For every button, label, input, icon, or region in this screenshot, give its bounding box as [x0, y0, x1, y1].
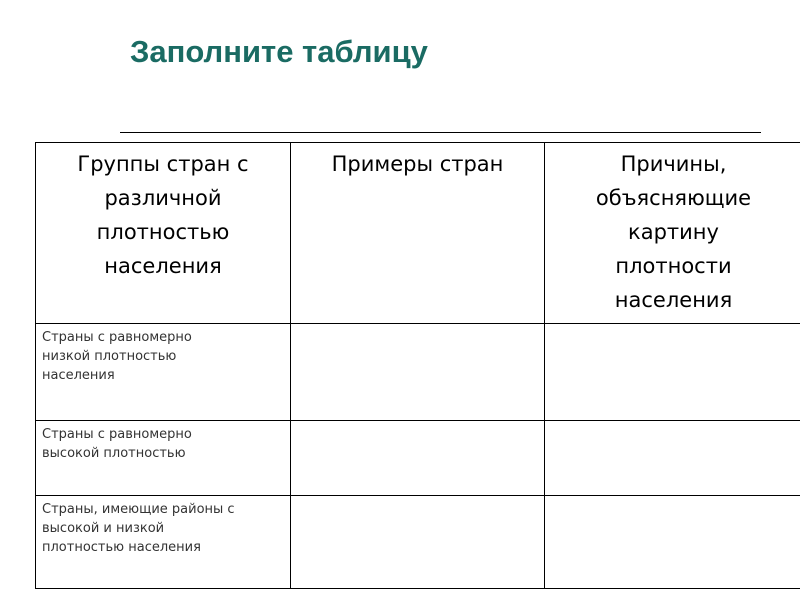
group-text: [36, 496, 290, 557]
header-line: плотности: [615, 254, 732, 278]
group-line: Страны с равномерно: [42, 427, 192, 442]
examples-cell[interactable]: [291, 324, 545, 421]
header-line: плотностью: [96, 220, 230, 244]
table-row: [36, 421, 800, 496]
examples-cell[interactable]: [291, 496, 545, 589]
fill-in-table: [35, 142, 800, 589]
group-line: высокой и низкой: [42, 521, 165, 536]
group-cell: [36, 421, 291, 496]
header-line: Причины,: [620, 152, 727, 176]
examples-cell[interactable]: [291, 421, 545, 496]
table-header-row: [36, 143, 800, 324]
group-line: населения: [42, 368, 115, 383]
header-line: объясняющие: [595, 186, 752, 210]
header-line: населения: [614, 288, 733, 312]
reasons-cell[interactable]: [545, 496, 800, 589]
reasons-cell[interactable]: [545, 324, 800, 421]
header-cell-groups: [36, 143, 291, 324]
table-row: [36, 496, 800, 589]
group-text: [36, 324, 290, 385]
header-line: Примеры стран: [331, 152, 504, 176]
group-cell: [36, 496, 291, 589]
group-line: Страны, имеющие районы с: [42, 502, 235, 517]
title-underline: [120, 132, 761, 133]
group-cell: [36, 324, 291, 421]
group-line: низкой плотностью: [42, 349, 177, 364]
page-title: Заполните таблицу: [130, 34, 428, 69]
header-line: картину: [628, 220, 719, 244]
group-line: высокой плотностью: [42, 446, 186, 461]
header-cell-reasons: [545, 143, 800, 324]
header-line: различной: [104, 186, 222, 210]
group-line: Страны с равномерно: [42, 330, 192, 345]
reasons-cell[interactable]: [545, 421, 800, 496]
header-cell-examples: [291, 143, 545, 324]
group-text: [36, 421, 290, 463]
header-line: Группы стран с: [77, 152, 249, 176]
header-line: населения: [104, 254, 222, 278]
header-examples-text: [291, 143, 544, 181]
header-groups-text: [36, 143, 290, 283]
table-row: [36, 324, 800, 421]
group-line: плотностью населения: [42, 540, 201, 555]
header-reasons-text: [545, 143, 800, 317]
